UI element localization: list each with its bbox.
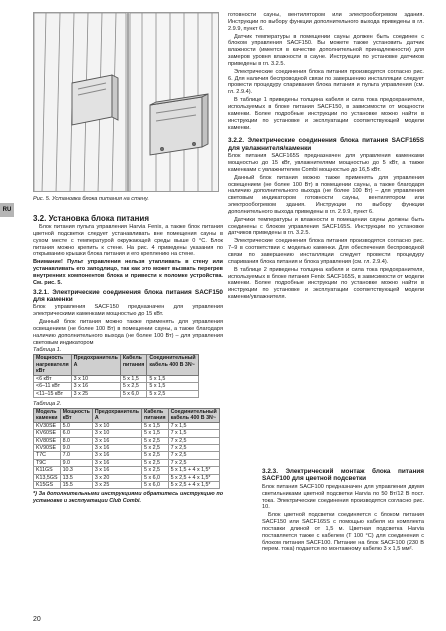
- sacf150-paragraph-1: Блок управления SACF150 предназначен для управления электрическими каменками мощностью до 15 кВт.: [33, 304, 223, 318]
- subsection-title-sacf165s: 3.2.2. Электрические соединения блока питания SACF165S для увлажнителя/каменки: [228, 137, 424, 152]
- table1-header-cell: Предохранитель A: [71, 355, 120, 375]
- table-cell: <6 кВт: [34, 375, 72, 382]
- table-cell: 5 x 2,5: [120, 383, 147, 390]
- table-cell: 5 x 2,5: [142, 459, 169, 466]
- right-column: [228, 12, 424, 302]
- intro-paragraph: Блок питания пульта управления Harvia Fenix, а также блок питания цветной подсветки следует устанавливать вне помещения сауны в сухом месте с температурой окружающей среды выше 0 °C. Блок питания можно крепить к стене. На рис. 4 приведены указания по открыванию крышки блока питания и его креплению на стене.: [33, 224, 223, 258]
- right-paragraph-3: Электрические соединения блока питания производятся согласно рис. 6. Для наличия беспроводной связи по завершению инсталляции следует провести процедуру спаривания блока питания и пульта управления (см. гл. 2.9.4).: [228, 68, 424, 96]
- table-cell: 9.0: [60, 444, 92, 451]
- right-paragraph-1: готовности сауны, вентилятором или электрообогревом здания. Инструкции по выбору функции дополнительного выхода приведены в гл. 2.9.9, пункт 6.: [228, 12, 424, 32]
- table1-header-row: [34, 355, 199, 375]
- table-row: [34, 390, 199, 397]
- table-cell: 8.0: [60, 437, 92, 444]
- table-cell: 5 x 1,5: [142, 422, 169, 429]
- figure-caption: Рис. 5. Установка блока питания на стену.: [33, 196, 149, 202]
- table-cell: 3 x 25: [71, 390, 120, 397]
- power-unit-right: [150, 94, 208, 155]
- table-cell: 3 x 16: [92, 444, 141, 451]
- table-cell: 3 x 16: [71, 383, 120, 390]
- table-cell: K15GS: [34, 481, 61, 488]
- table-cell: 3 x 10: [71, 375, 120, 382]
- table-cell: 5 x 6,0: [142, 481, 169, 488]
- subsection-title-sacf100: 3.2.3. Электрический монтаж блока питания SACF100 для цветной подсветки: [262, 468, 424, 483]
- table-cell: KV60SE: [34, 430, 61, 437]
- table-cell: 3 x 20: [92, 474, 141, 481]
- table-cell: 3 x 10: [92, 422, 141, 429]
- table-cell: 7 x 2,5: [168, 444, 219, 451]
- table-cell: 5 x 2,5: [147, 390, 198, 397]
- sacf100-paragraph-2: Блок цветной подсветки соединяется с блоком питания SACF150 или SACF165S с помощью кабеля из комплекта поставки длиной от 1,5 м. Цветная подсветка Harvia поставляется также с кабелем (T 100 °C) для соединения с блоком питания SACF100. Питание на блок SACF100 (230 В перем. тока) подается по монтажному кабелю 3 x 1,5 мм².: [262, 512, 424, 553]
- table-row: [34, 467, 220, 474]
- table-cell: 7 x 2,5: [168, 459, 219, 466]
- table-cell: 3 x 10: [92, 430, 141, 437]
- table2-footnote: *) За дополнительными инструкциями обратитесь инструкцию по установке и эксплуатации Club Combi.: [33, 491, 223, 504]
- subsection-title-sacf150: 3.2.1. Электрические соединения блока питания SACF150 для каменки: [33, 288, 223, 303]
- table-cell: 5 x 1,5: [147, 383, 198, 390]
- left-column: [33, 212, 223, 506]
- table-cell: 5 x 2,5: [142, 437, 169, 444]
- right-bottom-column: [262, 466, 424, 554]
- table-cell: K13,5GS: [34, 474, 61, 481]
- table-cell: KV90SE: [34, 444, 61, 451]
- table-cell: 5 x 6,0: [120, 390, 147, 397]
- table-cell: 3 x 25: [92, 481, 141, 488]
- table-cell: 3 x 16: [92, 459, 141, 466]
- table2-header-row: [34, 408, 220, 422]
- table-cell: 7 x 2,5: [168, 437, 219, 444]
- table2-header-cell: Модель каменки: [34, 408, 61, 422]
- table-cell: 5 x 6,0: [142, 474, 169, 481]
- language-tab: RU: [0, 203, 14, 217]
- table-cell: 9.0: [60, 459, 92, 466]
- table-cell: 7 x 2,5: [168, 452, 219, 459]
- table-cell: 15.5: [60, 481, 92, 488]
- table1-header-cell: Кабель питания: [120, 355, 147, 375]
- table2-header-cell: Мощность кВт: [60, 408, 92, 422]
- table-cell: 5 x 2,5 + 4 x 1,5*: [168, 481, 219, 488]
- table-cell: K11GS: [34, 467, 61, 474]
- table-cell: T9C: [34, 459, 61, 466]
- table-row: [34, 452, 220, 459]
- table2-header-cell: Соединительный кабель 400 В 3N~: [168, 408, 219, 422]
- power-unit-wall-illustration: [34, 13, 219, 192]
- table-cell: 10.3: [60, 467, 92, 474]
- table-cell: 7 x 1,5: [168, 430, 219, 437]
- table-cell: 7.0: [60, 452, 92, 459]
- table-cell: <6–11 кВт: [34, 383, 72, 390]
- table-cell: 5 x 2,5: [142, 444, 169, 451]
- table-row: [34, 375, 199, 382]
- table-cell: 5 x 1,5: [120, 375, 147, 382]
- sacf165s-paragraph-5: В таблице 2 приведены толщина кабеля и сила тока предохранителя, используемых в блоке питания Fenix SACF165S, в зависимости от модели каменки. Более подробные инструкции по установке можно найти в инструкции по установке и эксплуатации соответствующей модели каменки/увлажнителя.: [228, 266, 424, 301]
- sacf165s-paragraph-1: Блок питания SACF165S предназначен для управления каменками мощностью до 15 кВт, увлажнителями мощностью до 5 кВт, а также каменками с увлажнителем Combi мощностью до 16,5 кВт.: [228, 153, 424, 173]
- table-cell: 7 x 1,5: [168, 422, 219, 429]
- table-cell: KV30SE: [34, 422, 61, 429]
- table-cell: 5 x 1,5 + 4 x 1,5*: [168, 467, 219, 474]
- table2-header-cell: Кабель питания: [142, 408, 169, 422]
- table-cell: <11–15 кВт: [34, 390, 72, 397]
- table-row: [34, 422, 220, 429]
- table-row: [34, 430, 220, 437]
- table-row: [34, 437, 220, 444]
- table-cell: 3 x 16: [92, 467, 141, 474]
- figure-wall-mounting: [33, 12, 219, 192]
- table-row: [34, 459, 220, 466]
- sacf100-paragraph-1: Блок питания SACF100 предназначен для управления двумя светильниками цветной подсветки Harvia по 50 Вт/12 В пост. тока. Электрические соединения производятся согласно рис. 10.: [262, 483, 424, 511]
- table-cell: T7C: [34, 452, 61, 459]
- sacf150-paragraph-2: Данный блок питания можно также применять для управления освещением (не более 100 Вт) в помещении сауны, а также благодаря наличию дополнительного выхода (не более 100 Вт) – для управления световым индикатором: [33, 319, 223, 346]
- table-cell: 6.0: [60, 430, 92, 437]
- table-cell: 5 x 2,5 + 4 x 1,5*: [168, 474, 219, 481]
- table-row: [34, 444, 220, 451]
- table-cell: 3 x 16: [92, 437, 141, 444]
- table-cell: 5 x 2,5: [142, 452, 169, 459]
- power-unit-left: [72, 75, 118, 125]
- right-paragraph-2: Датчик температуры в помещении сауны должен быть соединен с блоком управления SACF150. Вы можете также установить датчик влажности (имеется в качестве дополнительной принадлежности) для замеров уровня влажности в сауне. Инструкции по установке датчиков приведены в гл. 3.2.5.: [228, 33, 424, 67]
- table-cell: 5 x 2,5: [142, 467, 169, 474]
- table-cell: 13.5: [60, 474, 92, 481]
- sacf165s-paragraph-4: Электрические соединения блока питания производятся согласно рис. 7–9 в соответствии с моделью каменки. Для обеспечения беспроводной связи по завершению инсталляции следует провести процедуру спаривания блока питания и блока управления (см. гл. 2.9.4).: [228, 238, 424, 265]
- sacf165s-paragraph-3: Датчики температуры и влажности в помещении сауны должны быть соединены с блоком управления SACF165S. Инструкции по установке датчиков приведены в гл. 3.2.5.: [228, 216, 424, 237]
- table-cell: KV80SE: [34, 437, 61, 444]
- warning-paragraph: Внимание! Пульт управления нельзя утапливать в стену или устанавливать его заподлицо, так как это может вызвать перегрев внутренних компонентов блока и привести к поломке устройства. См. рис. 5.: [33, 259, 223, 286]
- sacf165s-paragraph-2: Данный блок питания можно также применять для управления освещением (не более 100 Вт) в помещении сауны, а также благодаря наличию дополнительного выхода (не более 100 Вт) – для управления световым индикатором готовности сауны, вентилятором или электрообогревом здания. Инструкции по выбору функции дополнительного выхода приведены в гл. 2.9.9, пункт 6.: [228, 174, 424, 215]
- table-cell: 5.0: [60, 422, 92, 429]
- table2-header-cell: Предохранитель A: [92, 408, 141, 422]
- table1-header-cell: Соединительный кабель 400 В 3N~: [147, 355, 198, 375]
- table-cell: 3 x 16: [92, 452, 141, 459]
- table-cell: 5 x 1,5: [147, 375, 198, 382]
- table-row: [34, 474, 220, 481]
- table1-fuse-cable: [33, 354, 199, 397]
- section-title-power-unit-installation: 3.2. Установка блока питания: [33, 214, 149, 223]
- table-cell: 5 x 1,5: [142, 430, 169, 437]
- right-paragraph-4: В таблице 1 приведены толщина кабеля и сила тока предохранителя, используемых в блоке питания SACF150, в зависимости от мощности каменки. Более подробные инструкции по установке можно найти в инструкции по установке и эксплуатации соответствующей модели каменки.: [228, 97, 424, 131]
- table1-label: Таблица 1.: [33, 347, 62, 354]
- table-row: [34, 481, 220, 488]
- table-row: [34, 383, 199, 390]
- table1-header-cell: Мощность нагревателя кВт: [34, 355, 72, 375]
- table2-label: Таблица 2.: [33, 400, 62, 407]
- table2-heater-models: [33, 408, 220, 489]
- page-number: 20: [33, 616, 41, 623]
